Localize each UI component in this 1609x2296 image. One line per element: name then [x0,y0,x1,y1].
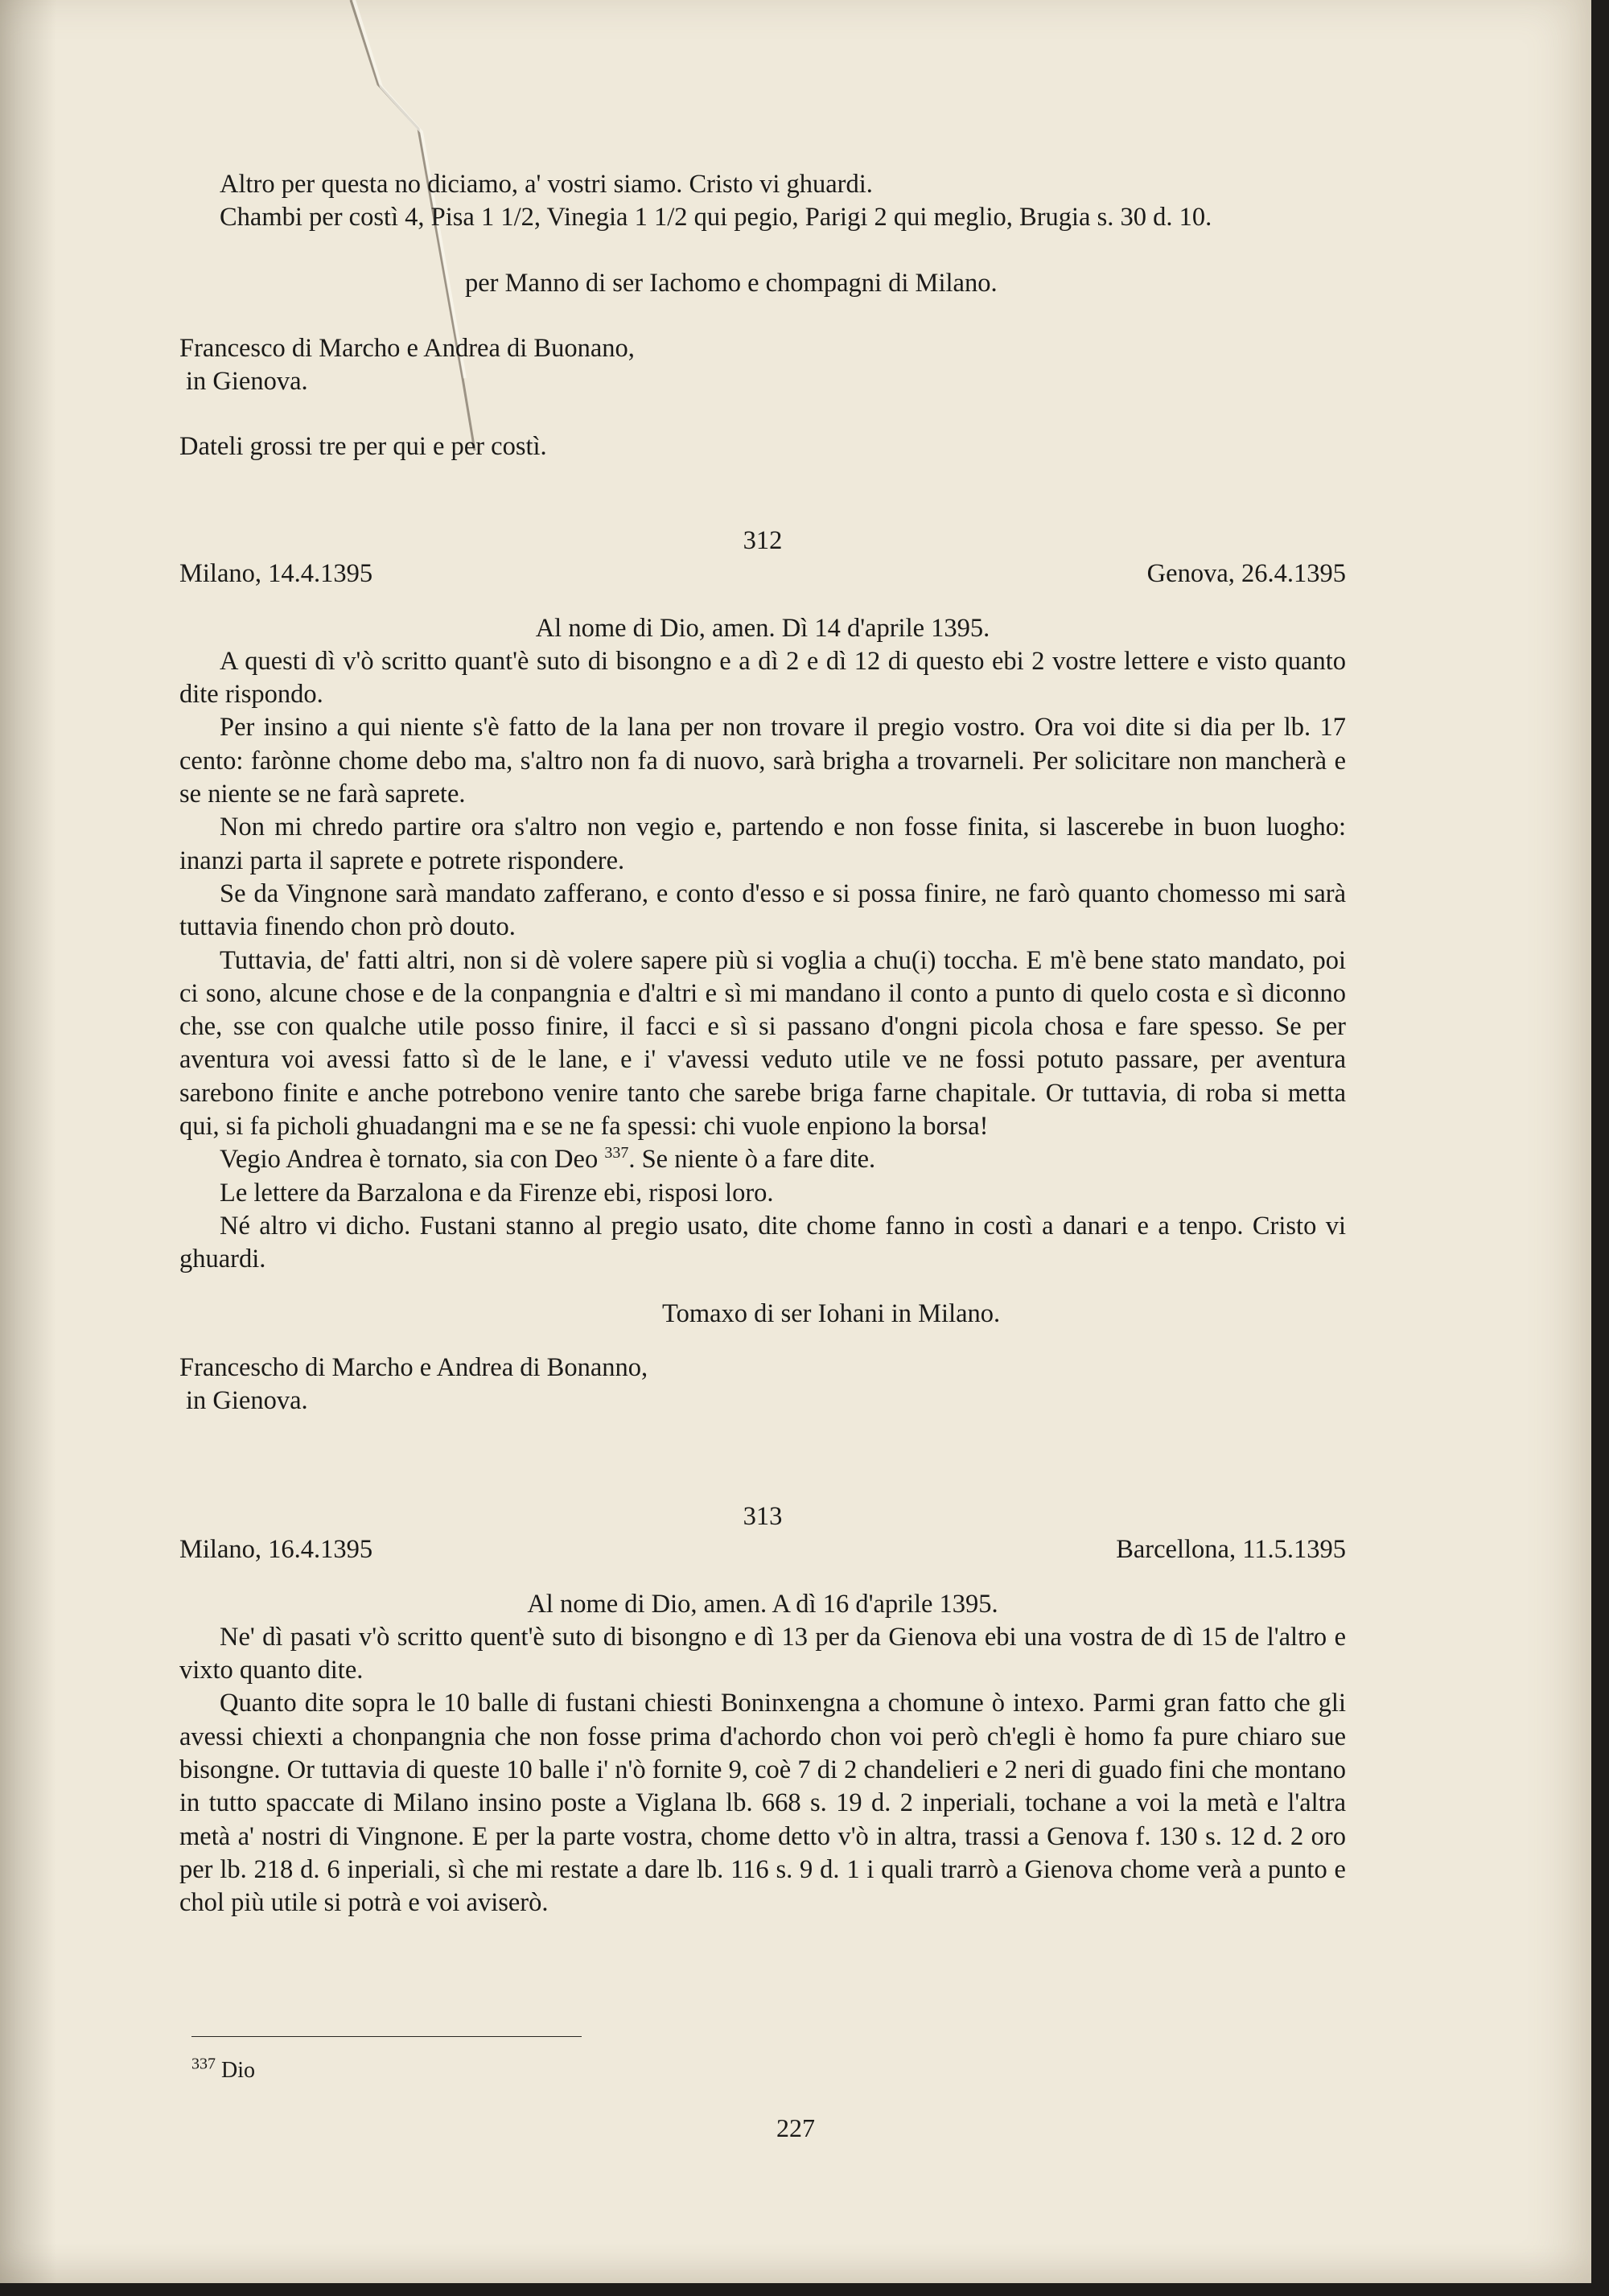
origin-date: Milano, 14.4.1395 [179,559,373,589]
paragraph: Tuttavia, de' fatti altri, non si dè volere sapere più si voglia a chu(i) toccha. E m'è bene stato mandato, poi ci sono, alcune chose e de la conpangnia e d'altri e sì mi mandano il conto a punto di quelo costa e sì diconno che, sse con qualche utile posso finire, il facci e sì si passano d'ongni picola chosa e fare spesso. Se per aventura voi avessi fatto sì de le lane, e i' v'avessi veduto utile ve ne fossi potuto passare, per aventura sarebono finite e anche potrebono venire tanto che sarebe briga farne chapitale. Or tuttavia, di roba si metta qui, si fa picholi ghuadangni ma e se ne fa spessi: chi vuole enpiono la borsa! [179,945,1346,1142]
letter-number: 313 [743,1502,783,1531]
paragraph: Se da Vingnone sarà mandato zafferano, e conto d'esso e si possa finire, ne farò quanto chomesso mi sarà tuttavia finendo chon prò douto. [179,878,1346,942]
page-number: 227 [776,2113,815,2142]
paragraph: Ne' dì pasati v'ò scritto quent'è suto di bisongno e dì 13 per da Gienova ebi una vostra de dì 15 de l'altro e vixto quanto dite. [179,1622,1346,1685]
invocation: Al nome di Dio, amen. Dì 14 d'aprile 1395. [535,613,990,643]
footnote: $^{337}$ Dio [191,2055,255,2083]
footnote-ref: 337 [604,1144,629,1162]
invocation: Al nome di Dio, amen. A dì 16 d'aprile 1395. [527,1589,998,1619]
address-line-1: Francesco di Marcho e Andrea di Buonano, [179,333,635,363]
paragraph: Le lettere da Barzalona e da Firenze ebi, risposi loro. [220,1178,774,1208]
address-line-2: in Gienova. [186,1386,308,1416]
paragraph: Per insino a qui niente s'è fatto de la lana per non trovare il pregio vostro. Ora voi dite si dia per lb. 17 cento: farònne chome debo ma, s'altro non fa di nuovo, sarà brigha a trovarneli. Per solicitare non mancherà e se niente se ne farà saprete. [179,713,1346,809]
letter-312 [179,525,1346,1418]
letter-number: 312 [743,526,783,555]
signature: per Manno di ser Iachomo e chompagni di Milano. [465,268,998,298]
footnote-rule [191,2036,582,2037]
address-line-1: Francescho di Marcho e Andrea di Bonanno, [179,1352,648,1382]
destination-date: Genova, 26.4.1395 [1146,559,1346,589]
signature: Tomaxo di ser Iohani in Milano. [662,1298,1001,1328]
origin-date: Milano, 16.4.1395 [179,1535,373,1565]
paragraph: Né altro vi dicho. Fustani stanno al pregio usato, dite chome fanno in costì a danari e a tenpo. Cristo vi ghuardi. [179,1211,1346,1274]
closing-line: Altro per questa no diciamo, a' vostri siamo. Cristo vi ghuardi. [220,170,873,199]
postage-note: Dateli grossi tre per qui e per costì. [179,432,547,462]
address-line-2: in Gienova. [186,367,308,397]
destination-date: Barcellona, 11.5.1395 [1116,1535,1346,1565]
paragraph: Quanto dite sopra le 10 balle di fustani chiesti Boninxengna a chomune ò intexo. Parmi gran fatto che gli avessi chiexti a chonpangnia che non fosse prima d'achordo chon voi però ch'egli è homo fa pure chiaro sue bisongne. Or tuttavia di queste 10 balle i' n'ò fornite 9, coè 7 di 2 chandelieri e 2 neri di guado fini che montano in tutto spaccate di Milano insino poste a Viglana lb. 668 s. 19 d. 2 inperiali, tochane a voi la metà e l'altra metà a' nostri di Vingnone. E per la parte vostra, chome detto v'ò in altra, trassi a Genova f. 130 s. 12 d. 2 oro per lb. 218 d. 6 inperiali, sì che mi restate a dare lb. 116 s. 9 d. 1 i quali trarrò a Gienova chome verà a punto e chol più utile si potrà e voi aviserò. [179,1689,1346,1918]
paragraph: Non mi chredo partire ora s'altro non vegio e, partendo e non fosse finita, si lascerebe in buon luogho: inanzi parta il saprete e potrete rispondere. [179,813,1346,875]
letter-dates [179,558,1346,590]
exchange-rates: Chambi per costì 4, Pisa 1 1/2, Vinegia 1 1/2 qui pegio, Parigi 2 qui meglio, Brugia s. 30 d. 10. [220,203,1212,232]
text-block-312 [179,168,1346,464]
paragraph-with-footnote: Vegio Andrea è tornato, sia con Deo $^{337}$. Se niente ò a fare dite. [220,1144,876,1175]
paragraph: A questi dì v'ò scritto quant'è suto di bisongno e a dì 2 e dì 12 di questo ebi 2 vostre lettere e visto quanto dite rispondo. [179,646,1346,710]
letter-313 [179,1500,1346,1920]
letter-dates [179,1533,1346,1566]
